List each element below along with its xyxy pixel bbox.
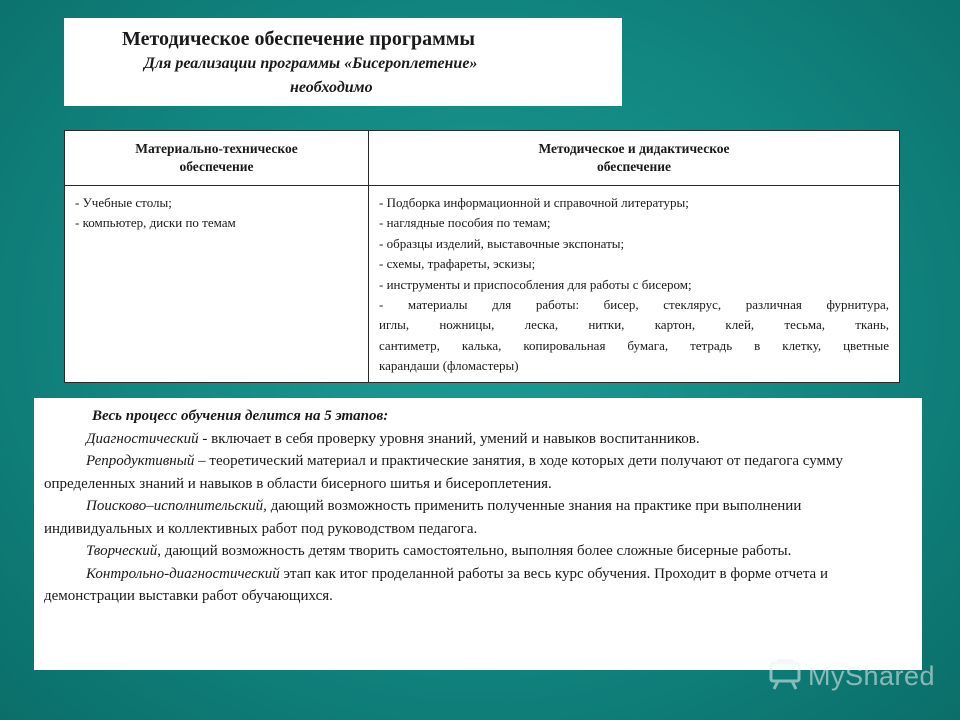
stage-name: Поисково–исполнительский, [86,498,267,514]
header-line: Материально-техническое [135,141,298,156]
stage-name: Диагностический [86,430,199,447]
title-box [64,18,622,106]
table-header-row [65,131,900,186]
stage-item [44,495,912,540]
table-row [65,186,900,383]
learning-stages-box [34,398,922,670]
stage-name: Репродуктивный [86,453,195,469]
stage-description: дающий возможность применить полученные знания на практике при выполнении индивидуальных и коллективных работ под руководством педагога. [44,498,802,537]
material-technical-cell [65,186,369,383]
list-item-continued: карандаши (фломастеры) [379,358,519,374]
header-line: Методическое и дидактическое [538,141,730,156]
presentation-board-icon [768,657,802,696]
list-item: - Учебные столы; [75,195,172,210]
stages-heading: Весь процесс обучения делится на 5 этапов: [92,408,389,424]
list-item-continued: сантиметр, калька, копировальная бумага, тетрадь в клетку, цветные [379,337,889,353]
stage-separator: – [194,453,210,469]
stage-separator: , [157,543,165,559]
list-item: - схемы, трафареты, эскизы; [379,256,536,272]
list-item: - компьютер, диски по темам [75,215,236,231]
list-item: - образцы изделий, выставочные экспонаты; [379,235,625,251]
stage-description: теоретический материал и практические занятия, в ходе которых дети получают от педагога сумму определенных знаний и навыков в области бисерного шитья и бисероплетения. [44,453,843,492]
page-subtitle-continued: необходимо [290,79,373,96]
stage-item [44,450,912,495]
methodical-didactic-cell [369,186,900,383]
list-item: - инструменты и приспособления для работы с бисером; [379,276,692,292]
list-item-continued: иглы, ножницы, леска, нитки, картон, клей, тесьма, ткань, [379,317,889,333]
stage-separator: - [198,430,212,447]
resources-table [64,130,900,383]
page-title: Методическое обеспечение программы [122,28,475,50]
watermark-text: MyShared [808,660,936,691]
header-methodical-didactic [369,131,900,186]
stage-description: включает в себя проверку уровня знаний, умений и навыков воспитанников. [211,430,700,447]
header-line: обеспечение [596,159,672,174]
stage-description: этап как итог проделанной работы за весь курс обучения. Проходит в форме отчета и демонстрации выставки работ обучающихся. [44,565,828,604]
stage-name: Контрольно-диагностический [86,565,280,582]
stage-item [44,563,912,608]
stage-item [44,540,912,563]
stage-name: Творческий [86,543,158,559]
watermark [768,656,948,696]
header-material-technical [65,131,369,186]
list-item: - Подборка информационной и справочной литературы; [379,195,689,210]
header-line: обеспечение [179,159,254,174]
list-item: - материалы для работы: бисер, стеклярус, различная фурнитура, [379,297,889,313]
page-subtitle: Для реализации программы «Бисероплетение» [144,55,478,72]
stage-item [44,428,912,451]
stage-description: дающий возможность детям творить самостоятельно, выполняя более сложные бисерные работы. [164,543,792,559]
list-item: - наглядные пособия по темам; [379,215,551,231]
